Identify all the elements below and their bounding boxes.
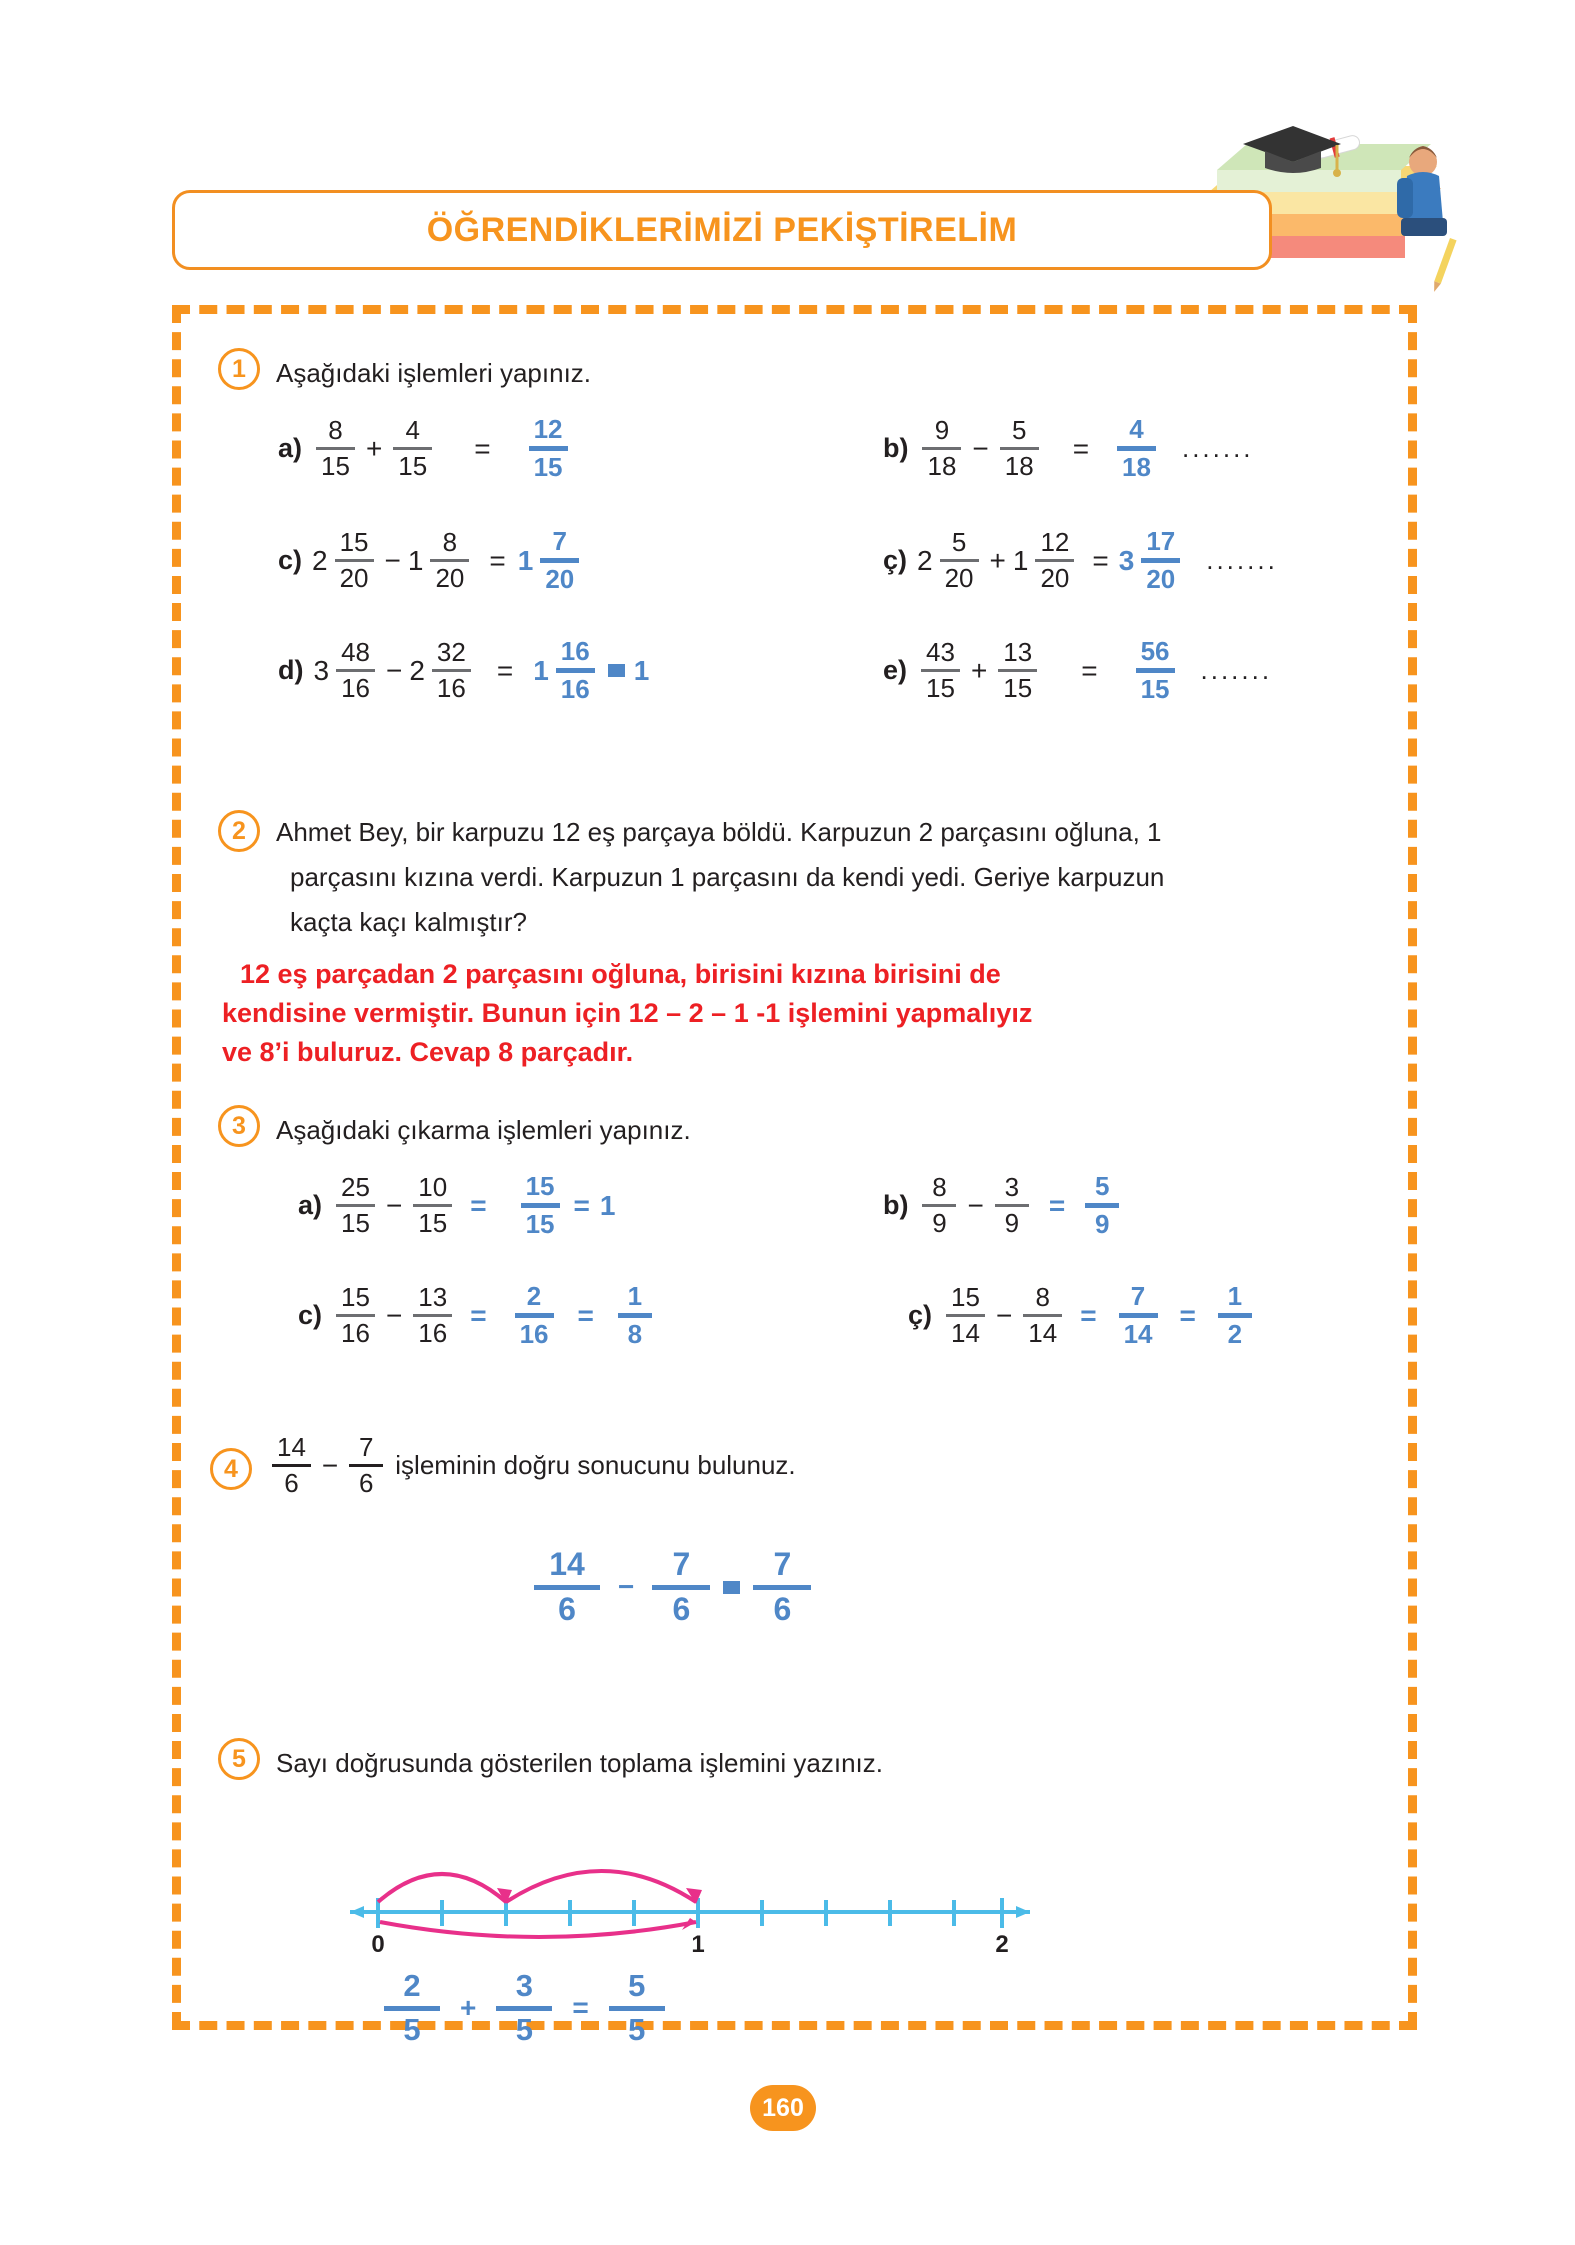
q3-c-answer-2[interactable] (618, 1283, 652, 1349)
fraction-bar (1119, 1313, 1158, 1318)
question-2-prompt-line-1: Ahmet Bey, bir karpuzu 12 eş parçaya böldü. Karpuzun 2 parçasını oğluna, 1 (276, 817, 1162, 847)
denominator: 16 (341, 673, 370, 704)
question-5-prompt: Sayı doğrusunda gösterilen toplama işlemini yazınız. (276, 1748, 883, 1778)
question-5-student-answer[interactable] (380, 1970, 669, 2046)
q1-row-b (883, 416, 1254, 482)
question-3-prompt: Aşağıdaki çıkarma işlemleri yapınız. (276, 1115, 691, 1145)
numerator: 10 (418, 1172, 448, 1202)
q1-d-label: d) (278, 655, 304, 686)
q5-answer-fraction-1[interactable] (384, 1970, 440, 2046)
numerator: 15 (951, 1282, 980, 1312)
denominator: 9 (1094, 1209, 1110, 1240)
numerator: 7 (552, 526, 567, 556)
numerator: 8 (328, 415, 343, 445)
fraction-bar (618, 1313, 652, 1318)
question-1-prompt: Aşağıdaki işlemleri yapınız. (276, 358, 592, 388)
numerator: 17 (1146, 526, 1176, 556)
q1-e-blank-dots: ....... (1200, 655, 1273, 686)
q1-d-answer-final[interactable]: 1 (633, 654, 650, 686)
numerator: 48 (341, 637, 370, 667)
question-2-prompt-line-3: kaçta kaçı kalmıştır? (290, 907, 527, 937)
denominator: 2 (1227, 1319, 1243, 1350)
q4-equals-mark (723, 1581, 740, 1594)
fraction-bar (529, 446, 568, 451)
q1-c-fraction-1 (335, 529, 374, 593)
q1-cc-blank-dots: ....... (1206, 545, 1278, 576)
answer-line-1: 12 eş parçadan 2 parçasını oğluna, birisini kızına birisini de (240, 959, 1001, 989)
denominator: 15 (321, 451, 350, 482)
q3-c-fraction-1 (336, 1284, 375, 1348)
numerator: 9 (934, 415, 950, 445)
q1-cc-label: ç) (883, 545, 908, 576)
denominator: 16 (436, 673, 466, 704)
fraction-bar (430, 559, 469, 562)
q1-c-answer-fraction[interactable] (540, 528, 579, 594)
denominator: 20 (944, 563, 974, 594)
numerator: 4 (405, 415, 420, 445)
fraction-bar (316, 447, 355, 450)
q1-row-a (278, 416, 572, 482)
q1-a-equals: = (474, 432, 491, 464)
numerator: 25 (341, 1172, 370, 1202)
q1-e-fraction-1 (921, 639, 960, 703)
svg-text:2: 2 (995, 1931, 1009, 1958)
question-2-number: 2 (218, 810, 260, 852)
numerator: 3 (515, 1968, 533, 2003)
q4-answer-operator: − (618, 1571, 635, 1603)
denominator: 6 (558, 1590, 576, 1627)
numerator: 4 (1129, 414, 1144, 444)
fraction-bar (940, 559, 979, 562)
q1-cc-answer-whole[interactable]: 3 (1118, 544, 1135, 576)
q1-d-equals-mark (608, 664, 625, 677)
q1-a-fraction-1 (316, 417, 355, 481)
q1-b-fraction-2 (1000, 417, 1039, 481)
question-1-number: 1 (218, 348, 260, 390)
q1-b-fraction-1 (922, 417, 961, 481)
fraction-bar (1136, 668, 1175, 673)
fraction-bar (349, 1464, 383, 1467)
numerator: 14 (549, 1546, 585, 1582)
question-5-number: 5 (218, 1738, 260, 1780)
page-title: ÖĞRENDİKLERİMİZİ PEKİŞTİRELİM (426, 210, 1018, 249)
denominator: 5 (515, 2011, 533, 2047)
denominator: 18 (1004, 451, 1034, 482)
denominator: 16 (519, 1319, 549, 1350)
number-line-diagram (330, 1840, 1050, 1970)
numerator: 5 (1011, 415, 1027, 445)
denominator: 18 (927, 451, 957, 482)
denominator: 15 (525, 1209, 555, 1240)
q1-e-operator: + (970, 654, 988, 686)
denominator: 9 (1004, 1208, 1020, 1239)
denominator: 20 (339, 563, 369, 594)
fraction-bar (922, 1204, 956, 1207)
q3-b-answer[interactable] (1085, 1173, 1119, 1239)
denominator: 6 (773, 1590, 792, 1627)
q3-row-a: a) $\frac{25}{15}$ − $\frac{10}{15}$ = 15 15 = 1 (298, 1171, 616, 1240)
denominator: 6 (284, 1468, 299, 1499)
denominator: 18 (1122, 452, 1151, 483)
q1-c-operator: − (384, 544, 401, 576)
denominator: 6 (359, 1468, 374, 1499)
q3-a-fraction-2 (413, 1174, 452, 1238)
q1-a-label: a) (278, 433, 303, 464)
question-2-prompt-line-2: parçasını kızına verdi. Karpuzun 1 parçasını da kendi yedi. Geriye karpuzun (290, 862, 1165, 892)
q1-d-whole-1: 3 (313, 654, 330, 686)
q1-d-operator: − (385, 654, 403, 686)
q3-c-answer-1[interactable] (515, 1283, 554, 1349)
numerator: 15 (339, 527, 369, 557)
q3-c-equals: = (470, 1299, 487, 1331)
q1-cc-whole-2: 1 (1012, 544, 1029, 576)
fraction-bar (534, 1585, 600, 1590)
q3-c-label: c) (298, 1300, 323, 1331)
q4-prompt-fraction-1 (272, 1434, 311, 1498)
numerator: 1 (1227, 1281, 1243, 1311)
denominator: 5 (628, 2011, 646, 2047)
numerator: 7 (672, 1546, 691, 1582)
svg-text:1: 1 (691, 1931, 705, 1958)
q1-e-equals: = (1081, 654, 1098, 686)
numerator: 3 (1004, 1172, 1020, 1202)
fraction-bar (1218, 1313, 1252, 1318)
page-number-badge: 160 (750, 2085, 816, 2131)
denominator: 15 (418, 1208, 448, 1239)
fraction-bar (609, 2006, 665, 2011)
fraction-bar (336, 1314, 375, 1317)
q3-c-operator: − (385, 1299, 403, 1331)
denominator: 14 (1123, 1319, 1153, 1350)
q1-a-operator: + (365, 432, 383, 464)
q3-cc-equals: = (1080, 1299, 1097, 1331)
fraction-bar (1023, 1314, 1062, 1317)
numerator: 14 (277, 1432, 306, 1462)
denominator: 20 (545, 564, 575, 595)
numerator: 5 (628, 1968, 646, 2003)
q4-answer-fraction-1[interactable] (534, 1548, 600, 1626)
denominator: 14 (1028, 1318, 1058, 1349)
q1-c-answer-whole[interactable]: 1 (517, 544, 534, 576)
fraction-bar (272, 1464, 311, 1467)
numerator: 2 (403, 1968, 421, 2003)
question-4-prompt: işleminin doğru sonucunu bulunuz. (395, 1450, 796, 1481)
fraction-bar (413, 1204, 452, 1207)
numerator: 56 (1140, 636, 1170, 666)
numerator: 13 (1003, 637, 1033, 667)
q1-cc-fraction-1 (940, 529, 979, 593)
numerator: 15 (341, 1282, 370, 1312)
q1-d-fraction-1 (336, 639, 375, 703)
answer-line-3: ve 8’i buluruz. Cevap 8 parçadır. (222, 1037, 634, 1067)
denominator: 20 (435, 563, 465, 594)
fraction-bar (753, 1585, 811, 1590)
numerator: 5 (951, 527, 967, 557)
fraction-bar (336, 669, 375, 672)
q5-answer-fraction-2[interactable] (496, 1970, 552, 2046)
numerator: 12 (1040, 527, 1070, 557)
denominator: 16 (560, 674, 590, 705)
q3-cc-label: ç) (908, 1300, 933, 1331)
q1-row-d (278, 638, 652, 704)
q1-d-answer-whole[interactable]: 1 (533, 654, 549, 686)
q1-a-answer[interactable] (529, 416, 568, 482)
section-header (172, 190, 1272, 270)
answer-line-2: kendisine vermiştir. Bunun için 12 – 2 – 1 -1 işlemini yapmalıyız (222, 998, 1033, 1028)
q3-a-fraction-1 (336, 1174, 375, 1238)
fraction-bar (393, 447, 432, 450)
denominator: 15 (1003, 673, 1033, 704)
q3-cc-fraction-1 (946, 1284, 985, 1348)
denominator: 9 (932, 1208, 947, 1239)
fraction-bar (413, 1314, 452, 1317)
q3-b-operator: − (967, 1189, 984, 1221)
q1-cc-whole-1: 2 (917, 544, 933, 576)
q1-c-whole-2: 1 (407, 544, 424, 576)
fraction-bar (556, 668, 595, 673)
fraction-bar (336, 1204, 375, 1207)
q1-row-c-cedilla (883, 528, 1278, 594)
denominator: 16 (341, 1318, 370, 1349)
numerator: 8 (932, 1172, 947, 1202)
numerator: 7 (1130, 1281, 1146, 1311)
numerator: 13 (418, 1282, 448, 1312)
fraction-bar (652, 1585, 710, 1590)
q3-b-fraction-2 (995, 1174, 1029, 1238)
denominator: 20 (1040, 563, 1070, 594)
q1-row-c (278, 528, 583, 594)
fraction-bar (521, 1203, 560, 1208)
q1-cc-fraction-2 (1035, 529, 1074, 593)
numerator: 1 (627, 1281, 643, 1311)
q3-cc-answer-2[interactable] (1218, 1283, 1252, 1349)
denominator: 15 (341, 1208, 370, 1239)
q1-b-answer[interactable] (1117, 416, 1156, 482)
q1-c-label: c) (278, 545, 303, 576)
fraction-bar (432, 669, 471, 672)
q1-b-equals: = (1072, 432, 1090, 464)
denominator: 15 (1140, 674, 1170, 705)
question-4-student-answer[interactable] (530, 1548, 815, 1626)
q1-e-label: e) (883, 655, 908, 686)
q4-answer-result[interactable] (753, 1548, 811, 1626)
q5-answer-equals: = (572, 1992, 589, 2024)
numerator: 12 (533, 414, 563, 444)
q3-a-equals: = (470, 1189, 487, 1221)
numerator: 16 (560, 636, 590, 666)
fraction-bar (515, 1313, 554, 1318)
denominator: 15 (398, 451, 428, 482)
numerator: 8 (442, 527, 458, 557)
q1-d-equals: = (496, 654, 514, 686)
question-2-student-answer[interactable] (222, 955, 1320, 1072)
header-box (172, 190, 1272, 270)
q5-answer-result[interactable] (609, 1970, 665, 2046)
q3-cc-fraction-2 (1023, 1284, 1062, 1348)
q3-cc-answer-1[interactable] (1119, 1283, 1158, 1349)
denominator: 14 (951, 1318, 980, 1349)
q3-a-operator: − (385, 1189, 403, 1221)
q3-row-b (883, 1173, 1123, 1239)
q4-prompt-fraction-2 (349, 1434, 383, 1498)
q1-d-fraction-2 (432, 639, 471, 703)
q1-c-whole-1: 2 (312, 544, 328, 576)
fraction-bar (384, 2006, 440, 2011)
svg-text:0: 0 (371, 1931, 385, 1958)
q1-a-fraction-2 (393, 417, 432, 481)
q1-d-answer-fraction[interactable] (556, 638, 595, 704)
q3-a-label: a) (298, 1190, 323, 1221)
numerator: 43 (926, 637, 955, 667)
denominator: 15 (926, 673, 955, 704)
q3-c-fraction-2 (413, 1284, 452, 1348)
denominator: 8 (627, 1319, 643, 1350)
numerator: 32 (436, 637, 466, 667)
q3-row-c: c) $\frac{15}{16}$ − $\frac{13}{16}$ = 2 16 = 1 8 (298, 1283, 656, 1349)
fraction-bar (921, 669, 960, 672)
numerator: 15 (525, 1171, 555, 1201)
question-3-number: 3 (218, 1105, 260, 1147)
q3-cc-operator: − (995, 1299, 1013, 1331)
fraction-bar (1000, 447, 1039, 450)
fraction-bar (1141, 558, 1180, 563)
numerator: 8 (1035, 1282, 1050, 1312)
q1-cc-answer-fraction[interactable] (1141, 528, 1180, 594)
denominator: 15 (533, 452, 563, 483)
denominator: 16 (418, 1318, 448, 1349)
q3-b-label: b) (883, 1190, 909, 1221)
numerator: 5 (1094, 1171, 1110, 1201)
denominator: 6 (672, 1590, 691, 1627)
q1-c-fraction-2 (430, 529, 469, 593)
q1-cc-operator: + (989, 544, 1006, 576)
q1-d-whole-2: 2 (409, 654, 425, 686)
fraction-bar (496, 2006, 552, 2011)
fraction-bar (995, 1204, 1029, 1207)
fraction-bar (335, 559, 374, 562)
q1-b-blank-dots: ....... (1181, 433, 1254, 464)
fraction-bar (946, 1314, 985, 1317)
fraction-bar (1085, 1203, 1119, 1208)
numerator: 7 (773, 1546, 792, 1582)
q3-b-fraction-1 (922, 1174, 956, 1238)
numerator: 2 (526, 1281, 542, 1311)
q1-b-label: b) (883, 433, 909, 464)
q3-a-answer-final[interactable]: 1 (599, 1189, 616, 1221)
q1-cc-equals: = (1092, 544, 1109, 576)
q1-e-fraction-2 (998, 639, 1037, 703)
q1-e-answer[interactable] (1136, 638, 1175, 704)
q4-prompt-operator: − (321, 1449, 339, 1481)
q1-b-operator: − (972, 432, 989, 464)
fraction-bar (1035, 559, 1074, 562)
q1-row-e (883, 638, 1272, 704)
q5-answer-operator: + (460, 1992, 477, 2024)
fraction-bar (1117, 446, 1156, 451)
q1-c-equals: = (489, 544, 506, 576)
q3-a-answer[interactable] (521, 1173, 560, 1239)
question-4-number: 4 (210, 1448, 252, 1490)
fraction-bar (540, 558, 579, 563)
denominator: 5 (403, 2011, 421, 2047)
q3-b-equals: = (1048, 1189, 1066, 1221)
denominator: 20 (1146, 564, 1176, 595)
fraction-bar (922, 447, 961, 450)
q3-row-c-cedilla: ç) $\frac{15}{14}$ − $\frac{8}{14}$ = 7 14 = 1 2 (908, 1283, 1256, 1349)
q4-answer-fraction-2[interactable] (652, 1548, 710, 1626)
fraction-bar (998, 669, 1037, 672)
numerator: 7 (359, 1432, 374, 1462)
